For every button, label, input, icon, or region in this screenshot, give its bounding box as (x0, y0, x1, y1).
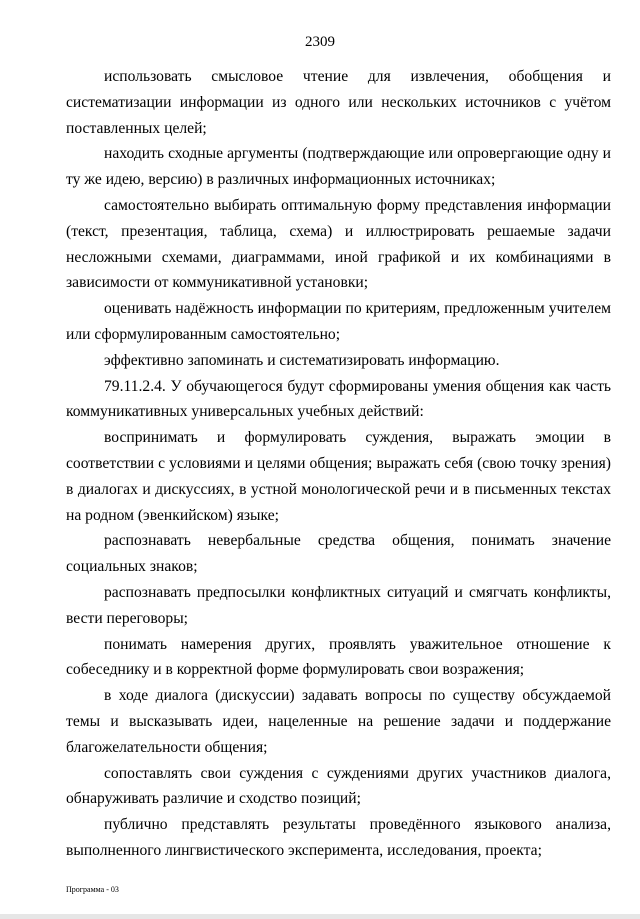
paragraph: понимать намерения других, проявлять уважительное отношение к собеседнику и в корректной форме формулировать свои возражения; (66, 635, 611, 679)
paragraph: воспринимать и формулировать суждения, выражать эмоции в соответствии с условиями и целями общения; выражать себя (свою точку зрения) в диалогах и дискуссиях, в устной монологической речи и в письменных текстах на родном (эвенкийском) языке; (66, 429, 611, 524)
scan-edge (0, 914, 640, 919)
section-heading-paragraph: 79.11.2.4. У обучающегося будут сформированы умения общения как часть коммуникативных универсальных учебных действий: (66, 377, 611, 421)
paragraph: в ходе диалога (дискуссии) задавать вопросы по существу обсуждаемой темы и высказывать идеи, нацеленные на решение задачи и поддержание благожелательности общения; (66, 687, 611, 756)
paragraph: распознавать предпосылки конфликтных ситуаций и смягчать конфликты, вести переговоры; (66, 583, 611, 627)
paragraph: распознавать невербальные средства общения, понимать значение социальных знаков; (66, 532, 611, 576)
document-body (66, 64, 611, 864)
paragraph: сопоставлять свои суждения с суждениями других участников диалога, обнаруживать различие и сходство позиций; (66, 764, 611, 808)
paragraph: оценивать надёжность информации по критериям, предложенным учителем или сформулированным самостоятельно; (66, 300, 611, 343)
page-footer: Программа - 03 (66, 885, 119, 894)
page-number: 2309 (305, 34, 335, 50)
paragraph: самостоятельно выбирать оптимальную форму представления информации (текст, презентация, таблица, схема) и иллюстрировать решаемые задачи несложными схемами, диаграммами, иной графикой и их комбинациями в зависимости от коммуникативной установки; (66, 196, 611, 292)
paragraph: эффективно запоминать и систематизировать информацию. (104, 351, 500, 369)
paragraph: использовать смысловое чтение для извлечения, обобщения и систематизации информации из одного или нескольких источников с учётом поставленных целей; (66, 68, 611, 137)
paragraph: находить сходные аргументы (подтверждающие или опровергающие одну и ту же идею, версию) в различных информационных источниках; (66, 145, 611, 189)
paragraph: публично представлять результаты проведённого языкового анализа, выполненного лингвистического эксперимента, исследования, проекта; (66, 816, 611, 859)
